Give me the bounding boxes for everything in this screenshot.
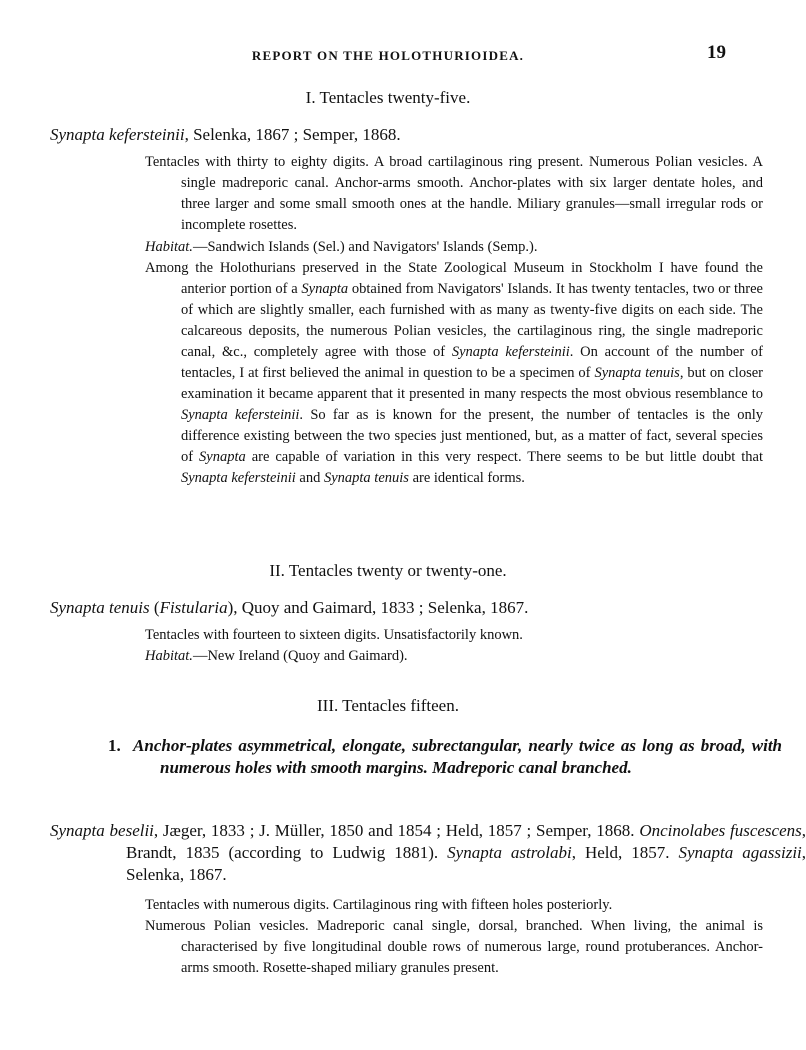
species-heading-tenuis: [50, 597, 730, 619]
species-description-continued: [145, 916, 763, 979]
habitat-label: Habitat.: [145, 648, 193, 664]
remarks-text: obtained from Navigators' Islands. It has twenty tentacles, two or three of which are slightly smaller, each furnished with as many as twenty-five digits on each side. The calcareous deposits, the numerous Polian vesicles, the cartilaginous ring, the single madreporic canal, &c., completely agree with those of: [181, 281, 763, 360]
species-description: [145, 625, 727, 646]
synonym-authority: , Selenka, 1867.: [126, 843, 806, 884]
remarks-text: Among the Holothurians preserved in the State Zoological Museum in Stockholm I have found the anterior portion of a: [145, 260, 763, 297]
taxon-name: Synapta tenuis: [594, 365, 680, 381]
species-authority: , Selenka, 1867 ; Semper, 1868.: [184, 125, 401, 144]
species-name: Synapta tenuis: [50, 598, 150, 617]
species-synonym: Fistularia: [159, 598, 228, 617]
description-text: Tentacles with thirty to eighty digits. A broad cartilaginous ring present. Numerous Polian vesicles. A single madreporic canal. Anchor-arms smooth. Anchor-plates with six larger dentate holes, and three larger and some small smooth ones at the handle. Miliary granules—small irregular rods or incomplete rosettes.: [145, 154, 763, 233]
species-heading-kefersteinii: [50, 124, 730, 146]
taxon-name: Synapta: [199, 449, 246, 465]
remarks-text: are capable of variation in this very respect. There seems to be but little doubt that: [245, 449, 763, 465]
habitat-label: Habitat.: [145, 239, 193, 255]
taxon-name: Synapta kefersteinii: [181, 470, 296, 486]
species-name: Synapta kefersteinii: [50, 125, 185, 144]
section-heading-1: I. Tentacles twenty-five.: [305, 88, 471, 107]
synonym-authority: , Brandt, 1835 (according to Ludwig 1881).: [126, 821, 806, 862]
key-entry: [108, 735, 782, 779]
species-name: Synapta beselii: [50, 821, 154, 840]
habitat-line: [145, 237, 727, 258]
habitat-line: [145, 646, 727, 667]
page-header: [0, 42, 776, 68]
remarks-text: , but on closer examination it became apparent that it presented in many respects the most obvious resemblance to: [181, 365, 763, 402]
remarks-text: . So far as is known for the present, the number of tentacles is the only difference existing between the two species just mentioned, but, as a matter of fact, several species of: [181, 407, 763, 465]
species-description: [145, 895, 727, 916]
synonym-authority: , Held, 1857.: [571, 843, 670, 862]
taxon-name: Synapta tenuis: [323, 470, 409, 486]
habitat-text: —Sandwich Islands (Sel.) and Navigators' Islands (Semp.).: [192, 239, 538, 255]
page-number: 19: [707, 42, 726, 63]
species-heading-beselii: [50, 820, 806, 886]
species-authority: ), Quoy and Gaimard, 1833 ; Selenka, 1867.: [227, 598, 529, 617]
description-text: Numerous Polian vesicles. Madreporic canal single, dorsal, branched. When living, the animal is characterised by five longitudinal double rows of numerous large, round protuberances. Anchor-arms smooth. Rosette-shaped miliary granules present.: [145, 918, 763, 976]
taxon-name: Synapta kefersteinii: [181, 407, 300, 423]
species-description: [145, 152, 763, 236]
key-number: 1.: [108, 736, 121, 755]
taxon-name: Synapta: [301, 281, 349, 297]
section-heading-3: III. Tentacles fifteen.: [317, 696, 459, 715]
description-text: Tentacles with fourteen to sixteen digits. Unsatisfactorily known.: [145, 627, 523, 643]
remarks-text: are identical forms.: [408, 470, 525, 486]
synonym-name: Synapta astrolabi: [447, 843, 572, 862]
description-text: Tentacles with numerous digits. Cartilaginous ring with fifteen holes posteriorly.: [145, 897, 613, 913]
synonym-name: Synapta agassizii: [678, 843, 802, 862]
species-authority: , Jæger, 1833 ; J. Müller, 1850 and 1854 ; Held, 1857 ; Semper, 1868.: [153, 821, 635, 840]
running-title: REPORT ON THE HOLOTHURIOIDEA.: [251, 48, 525, 63]
punctuation: (: [149, 598, 160, 617]
remarks-text: . On account of the number of tentacles, I at first believed the animal in question to be a specimen of: [181, 344, 764, 381]
remarks-text: and: [295, 470, 324, 486]
synonym-name: Oncinolabes fuscescens: [639, 821, 802, 840]
remarks-paragraph: [145, 258, 763, 489]
taxon-name: Synapta kefersteinii: [451, 344, 570, 360]
habitat-text: —New Ireland (Quoy and Gaimard).: [192, 648, 408, 664]
section-heading-2: II. Tentacles twenty or twenty-one.: [269, 561, 507, 580]
key-text: Anchor-plates asymmetrical, elongate, subrectangular, nearly twice as long as broad, with numerous holes with smooth margins. Madreporic canal branched.: [133, 736, 782, 777]
